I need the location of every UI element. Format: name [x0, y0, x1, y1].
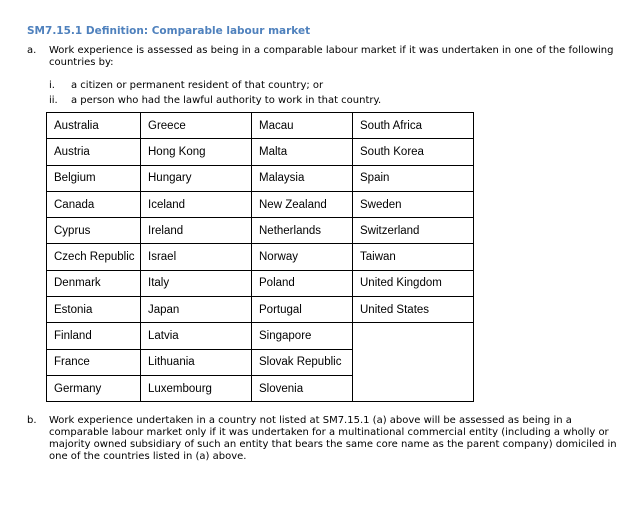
paragraph-b [27, 415, 617, 463]
country-cell: Poland [252, 270, 353, 296]
country-cell: Malaysia [252, 165, 353, 191]
country-cell: Canada [47, 191, 141, 217]
country-cell: Hungary [141, 165, 252, 191]
country-cell: France [47, 349, 141, 375]
country-cell: Estonia [47, 297, 141, 323]
country-cell: Italy [141, 270, 252, 296]
country-cell: Australia [47, 113, 141, 139]
subitem-ii [49, 95, 381, 107]
country-cell: Norway [252, 244, 353, 270]
country-cell: Luxembourg [141, 375, 252, 401]
country-cell: Slovenia [252, 375, 353, 401]
country-cell: United States [353, 297, 474, 323]
countries-table [46, 112, 474, 402]
paragraph-a-marker: a. [27, 45, 37, 56]
country-cell: Ireland [141, 218, 252, 244]
country-cell: Portugal [252, 297, 353, 323]
country-cell: Germany [47, 375, 141, 401]
country-cell: Finland [47, 323, 141, 349]
paragraph-b-marker: b. [27, 415, 37, 426]
table-row [47, 165, 474, 191]
table-row [47, 270, 474, 296]
country-cell: Malta [252, 139, 353, 165]
paragraph-a-text: Work experience is assessed as being in a comparable labour market if it was undertaken in one of the following countries by: [49, 45, 614, 68]
country-cell: Iceland [141, 191, 252, 217]
country-cell: Denmark [47, 270, 141, 296]
subitem-ii-marker: ii. [49, 95, 58, 106]
country-cell: Israel [141, 244, 252, 270]
paragraph-a [27, 45, 617, 69]
country-cell: Greece [141, 113, 252, 139]
section-heading: SM7.15.1 Definition: Comparable labour market [27, 25, 311, 37]
country-cell: Czech Republic [47, 244, 141, 270]
country-cell: Hong Kong [141, 139, 252, 165]
subitem-ii-text: a person who had the lawful authority to work in that country. [71, 95, 382, 106]
country-cell: Singapore [252, 323, 353, 349]
country-cell: Austria [47, 139, 141, 165]
table-row [47, 244, 474, 270]
country-cell: Cyprus [47, 218, 141, 244]
country-cell: South Korea [353, 139, 474, 165]
table-row [47, 297, 474, 323]
country-cell: Sweden [353, 191, 474, 217]
subitem-i [49, 80, 323, 92]
country-cell: United Kingdom [353, 270, 474, 296]
country-cell: Spain [353, 165, 474, 191]
country-cell: Macau [252, 113, 353, 139]
country-cell: Latvia [141, 323, 252, 349]
subitem-i-text: a citizen or permanent resident of that country; or [71, 80, 324, 91]
country-cell: Switzerland [353, 218, 474, 244]
country-cell: Taiwan [353, 244, 474, 270]
table-row [47, 113, 474, 139]
country-cell: New Zealand [252, 191, 353, 217]
country-cell: Slovak Republic [252, 349, 353, 375]
country-cell: Netherlands [252, 218, 353, 244]
country-cell: Belgium [47, 165, 141, 191]
table-row [47, 139, 474, 165]
paragraph-b-text: Work experience undertaken in a country not listed at SM7.15.1 (a) above will be assessed as being in a comparable labour market only if it was undertaken for a multinational commercial entity (including a wholly or majority owned subsidiary of such an entity that bears the same core name as the parent company) domiciled in one of the countries listed in (a) above. [49, 415, 617, 462]
table-row [47, 323, 474, 349]
country-cell: Lithuania [141, 349, 252, 375]
country-cell: Japan [141, 297, 252, 323]
table-row [47, 191, 474, 217]
country-cell [353, 323, 474, 402]
subitem-i-marker: i. [49, 80, 55, 91]
country-cell: South Africa [353, 113, 474, 139]
table-row [47, 218, 474, 244]
